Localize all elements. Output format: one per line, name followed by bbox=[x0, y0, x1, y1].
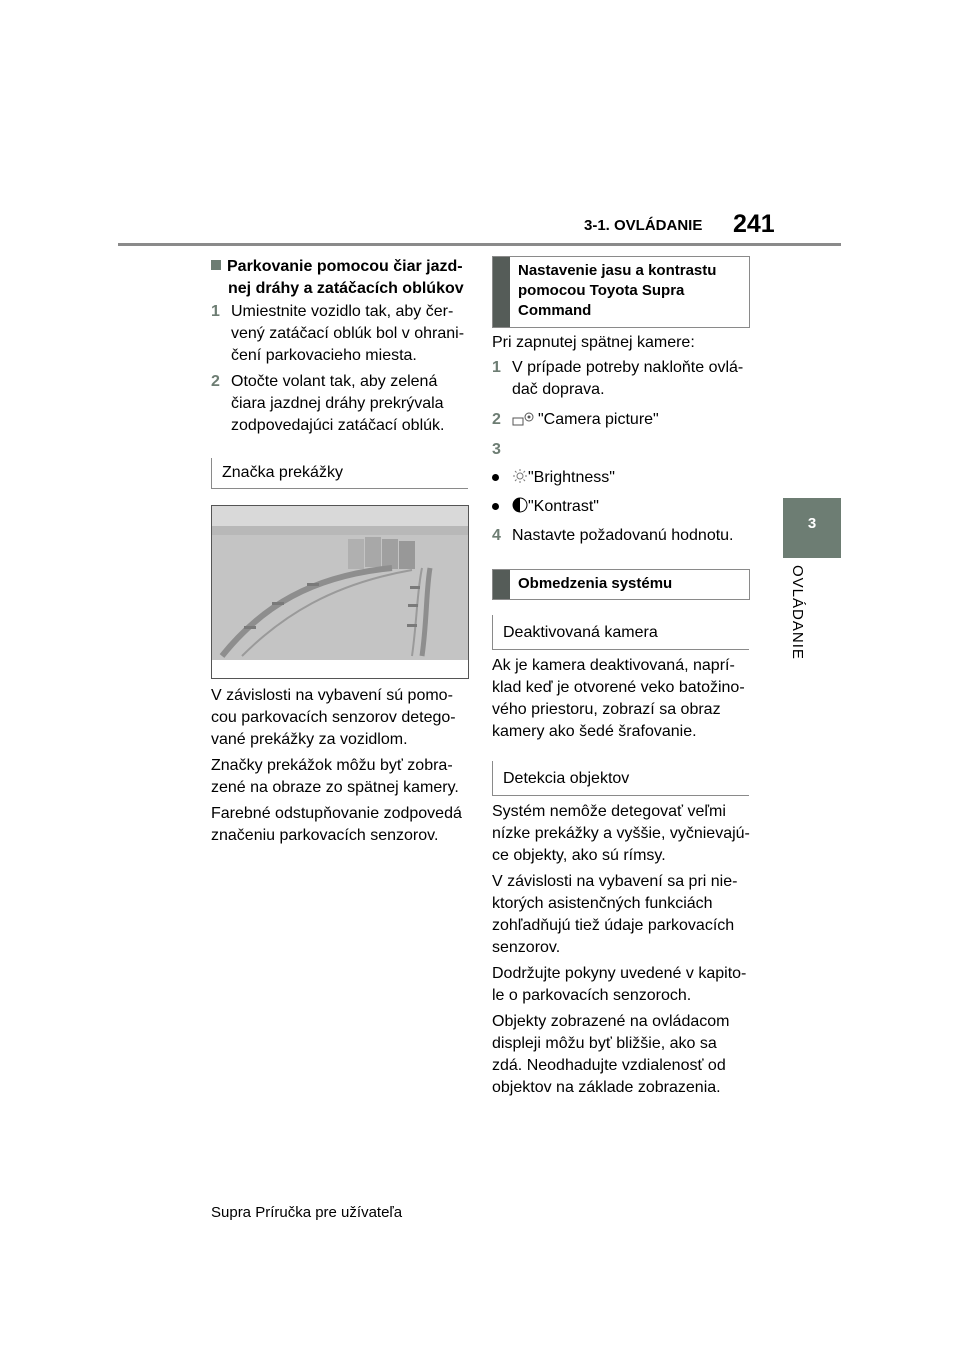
subsection-label: Detekcia objektov bbox=[503, 770, 630, 787]
paragraph-line: Systém nemôže detegovať veľmi bbox=[492, 803, 726, 820]
chapter-label: OVLÁDANIE bbox=[789, 565, 806, 660]
paragraph-line: cou parkovacích senzorov detego- bbox=[211, 709, 456, 726]
paragraph-line: Ak je kamera deaktivovaná, naprí- bbox=[492, 657, 735, 674]
step-number: 1 bbox=[211, 303, 220, 320]
paragraph-line: Dodržujte pokyny uvedené v kapito- bbox=[492, 965, 747, 982]
paragraph-line: značeniu parkovacích senzorov. bbox=[211, 827, 439, 844]
paragraph bbox=[492, 801, 762, 867]
subheading-line2: nej dráhy a zatáčacích oblúkov bbox=[228, 280, 464, 297]
paragraph-line: kamery ako šedé šrafovanie. bbox=[492, 723, 697, 740]
step-number: 2 bbox=[492, 411, 501, 428]
step-number: 2 bbox=[211, 373, 220, 390]
paragraph-line: Farebné odstupňovanie zodpovedá bbox=[211, 805, 462, 822]
subheading-line1: Parkovanie pomocou čiar jazd- bbox=[227, 258, 463, 275]
subsection-label-box bbox=[492, 761, 749, 796]
step-number: 1 bbox=[492, 359, 501, 376]
paragraph bbox=[492, 963, 762, 1007]
subsection-label-box bbox=[492, 615, 749, 650]
paragraph-line: le o parkovacích senzoroch. bbox=[492, 987, 692, 1004]
paragraph bbox=[492, 655, 762, 743]
paragraph-line: ce objekty, ako sú rímsy. bbox=[492, 847, 666, 864]
intro-text: Pri zapnutej spätnej kamere: bbox=[492, 334, 695, 351]
rear-camera-illustration bbox=[211, 505, 469, 679]
camera-settings-icon bbox=[512, 411, 538, 434]
step-text-line: zodpovedajúci zatáčací oblúk. bbox=[231, 417, 445, 434]
section-title-line: Command bbox=[518, 302, 592, 319]
paragraph-line: objektov na základe zobrazenia. bbox=[492, 1079, 721, 1096]
brightness-icon bbox=[512, 468, 528, 491]
step-text-line: Umiestnite vozidlo tak, aby čer- bbox=[231, 303, 454, 320]
step-text-line: dač doprava. bbox=[512, 381, 605, 398]
step-text: "Camera picture" bbox=[538, 411, 659, 428]
paragraph-line: V závislosti na vybavení sú pomo- bbox=[211, 687, 453, 704]
paragraph bbox=[211, 755, 481, 799]
section-title-line: pomocou Toyota Supra bbox=[518, 282, 685, 299]
paragraph-line: nízke prekážky a vyššie, vyčnievajú- bbox=[492, 825, 750, 842]
step-text-line: V prípade potreby nakloňte ovlá- bbox=[512, 359, 744, 376]
step-number: 4 bbox=[492, 527, 501, 544]
section-system-limits bbox=[492, 569, 750, 600]
paragraph-line: vého priestoru, zobrazí sa obraz bbox=[492, 701, 721, 718]
header-divider bbox=[118, 243, 841, 246]
chapter-tab: 3 bbox=[783, 498, 841, 558]
paragraph-line: Značky prekážok môžu byť zobra- bbox=[211, 757, 453, 774]
step-text-line: Otočte volant tak, aby zelená bbox=[231, 373, 438, 390]
paragraph-line: senzorov. bbox=[492, 939, 561, 956]
paragraph-line: zdá. Neodhadujte vzdialenosť od bbox=[492, 1057, 726, 1074]
section-title: Obmedzenia systému bbox=[518, 575, 673, 592]
section-title-line: Nastavenie jasu a kontrastu bbox=[518, 262, 717, 279]
bullet-dot bbox=[492, 503, 499, 510]
section-bar bbox=[493, 257, 510, 327]
contrast-icon bbox=[512, 497, 528, 520]
paragraph-line: zohľadňujú tiež údaje parkovacích bbox=[492, 917, 735, 934]
footer-text: Supra Príručka pre užívateľa bbox=[211, 1204, 403, 1221]
obstacle-label-box bbox=[211, 458, 468, 489]
section-bar bbox=[493, 570, 510, 599]
paragraph-line: Objekty zobrazené na ovládacom bbox=[492, 1013, 730, 1030]
paragraph bbox=[492, 871, 762, 959]
step-text-line: čení parkovacieho miesta. bbox=[231, 347, 417, 364]
paragraph-line: zené na obraze zo spätnej kamery. bbox=[211, 779, 459, 796]
subsection-label: Deaktivovaná kamera bbox=[503, 624, 658, 641]
paragraph-line: vané prekážky za vozidlom. bbox=[211, 731, 408, 748]
paragraph-line: klad keď je otvorené veko batožino- bbox=[492, 679, 745, 696]
obstacle-label: Značka prekážky bbox=[222, 464, 343, 481]
bullet-dot bbox=[492, 474, 499, 481]
page-number: 241 bbox=[733, 210, 775, 238]
paragraph bbox=[492, 1011, 762, 1099]
step-text-line: vený zatáčací oblúk bol v ohrani- bbox=[231, 325, 465, 342]
camera-view-graphic bbox=[212, 506, 468, 678]
paragraph-line: V závislosti na vybavení sa pri nie- bbox=[492, 873, 738, 890]
square-bullet-icon bbox=[211, 260, 221, 270]
bullet-text: "Kontrast" bbox=[528, 498, 599, 515]
section-brightness-contrast bbox=[492, 256, 750, 328]
paragraph-line: displeji môžu byť bližšie, ako sa bbox=[492, 1035, 717, 1052]
step-number: 3 bbox=[492, 441, 501, 458]
paragraph bbox=[211, 803, 481, 847]
subheading-parking-lines bbox=[211, 256, 481, 300]
paragraph-line: ktorých asistenčných funkciách bbox=[492, 895, 713, 912]
paragraph bbox=[211, 685, 481, 751]
step-text: Nastavte požadovanú hodnotu. bbox=[512, 527, 734, 544]
step-text-line: čiara jazdnej dráhy prekrývala bbox=[231, 395, 444, 412]
section-title: 3-1. OVLÁDANIE bbox=[584, 217, 703, 234]
bullet-text: "Brightness" bbox=[528, 469, 615, 486]
